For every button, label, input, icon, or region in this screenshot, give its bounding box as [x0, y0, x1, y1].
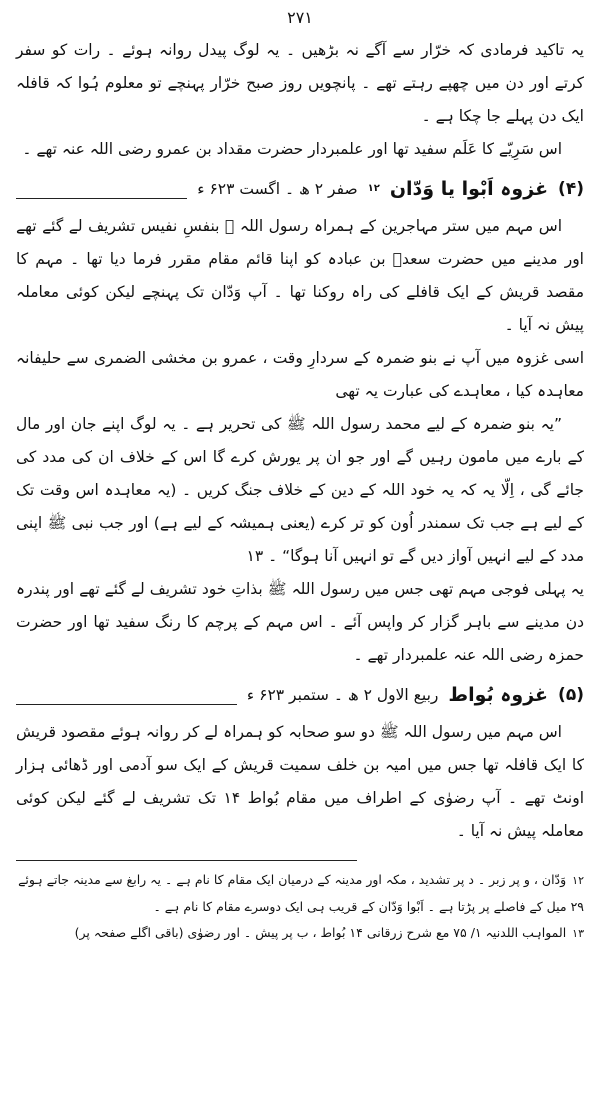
footnote-mark: ۱۲: [572, 874, 584, 887]
section-heading-4: [16, 170, 584, 208]
footnote: [16, 867, 584, 920]
paragraph: یہ پہلی فوجی مہم تھی جس میں رسول اللہ ﷺ بذاتِ خود تشریف لے گئے تھے اور پندرہ دن مدینے سے باہر گزار کر واپس آئے ۔ اس مہم کے پرچم کا رنگ سفید تھا اور حضرت حمزہ رضی اللہ عنہ علمبردار تھے ۔: [16, 580, 584, 664]
footnote-mark: ۱۳: [572, 927, 584, 940]
section-date: ربیع الاول ۲ ھ ۔ ستمبر ۶۲۳ ء: [246, 686, 439, 704]
section-number: (۴): [558, 179, 584, 199]
page-number: ۲۷۱: [287, 8, 313, 27]
section-date: صفر ۲ ھ ۔ اگست ۶۲۳ ء: [197, 180, 358, 198]
footnote-text: وَدّان ، و پر زبر ۔ د پر تشدید ، مکہ اور مدینہ کے درمیان ایک مقام کا نام ہے ۔ یہ رابغ سے مدینہ جاتے ہوئے ۲۹ میل کے فاصلے پر پڑتا ہے ۔ اَبْوا وَدّان کے قریب ہی ایک دوسرے مقام کا نام ہے ۔: [18, 872, 584, 914]
section-number: (۵): [558, 685, 584, 705]
paragraph: اس مہم میں ستر مہاجرین کے ہمراہ رسول اللہ ﷺ بنفسِ نفیس تشریف لے گئے تھے اور مدینے میں حضرت سعدؓ بن عبادہ کو اپنا قائم مقام مقرر فرما دیا تھا ۔ مہم کا مقصد قریش کے ایک قافلے کی راہ روکنا تھا ۔ آپ وَدّان تک پہنچے لیکن کوئی معاملہ پیش نہ آیا ۔: [16, 217, 584, 334]
heading-underline: [16, 704, 237, 705]
paragraph: اسی غزوہ میں آپ نے بنو ضمرہ کے سردارِ وقت ، عمرو بن مخشی الضمری سے حلیفانہ معاہدہ کیا ، معاہدے کی عبارت یہ تھی: [16, 349, 584, 400]
heading-underline: [16, 198, 187, 199]
footnote-divider: [16, 860, 357, 861]
footnote-text: المواہب اللدنیہ ۱/ ۷۵ مع شرح زرقانی ۱۴ بُواط ، ب پر پیش ۔ اور رضوٰی (باقی اگلے صفحہ پر): [74, 925, 567, 940]
paragraph: یہ تاکید فرمادی کہ خرّار سے آگے نہ بڑھیں ۔ یہ لوگ پیدل روانہ ہوئے ۔ رات کو سفر کرتے اور دن میں چھپے رہتے تھے ۔ پانچویں روز صبح خرّار پہنچے تو معلوم ہُوا کہ قافلہ ایک دن پہلے جا چکا ہے ۔: [16, 41, 584, 125]
footnotes: [16, 867, 584, 947]
paragraph: اس مہم میں رسول اللہ ﷺ دو سو صحابہ کو ہمراہ لے کر روانہ ہوئے مقصود قریش کا ایک قافلہ تھا جس میں امیہ بن خلف سمیت قریش کے ایک سو آدمی اور ڈھائی ہزار اونٹ تھے ۔ آپ رضوٰی کے اطراف میں مقام بُواط ۱۴ تک تشریف لے گئے لیکن کوئی معاملہ پیش نہ آیا ۔: [16, 723, 584, 840]
main-text: [16, 34, 584, 848]
section-title: غزوہ بُواط: [448, 684, 549, 706]
treaty-quote: ”یہ بنو ضمرہ کے لیے محمد رسول اللہ ﷺ کی تحریر ہے ۔ یہ لوگ اپنے جان اور مال کے بارے میں مامون رہیں گے اور جو ان پر یورش کرے گا اس کے خلاف ان کی مدد کی جائے گی ، اِلّا یہ کہ یہ خود اللہ کے دین کے خلاف جنگ کریں ۔ (یہ معاہدہ اس وقت تک کے لیے ہے جب تک سمندر اُون کو تر کرے (یعنی ہمیشہ کے لیے ہے) اور جب نبی ﷺ اپنی مدد کے لیے انہیں آواز دیں گے تو انہیں آنا ہوگا“ ۔ ۱۳: [16, 415, 584, 565]
paragraph: اس سَرِیّے کا عَلَم سفید تھا اور علمبردار حضرت مقداد بن عمرو رضی اللہ عنہ تھے ۔: [22, 140, 562, 158]
section-heading-5: [16, 676, 584, 714]
section-title: غزوہ اَبْوا یا وَدّان: [389, 178, 549, 200]
footnote: [16, 920, 584, 947]
footnote-ref: ۱۲: [367, 183, 380, 194]
